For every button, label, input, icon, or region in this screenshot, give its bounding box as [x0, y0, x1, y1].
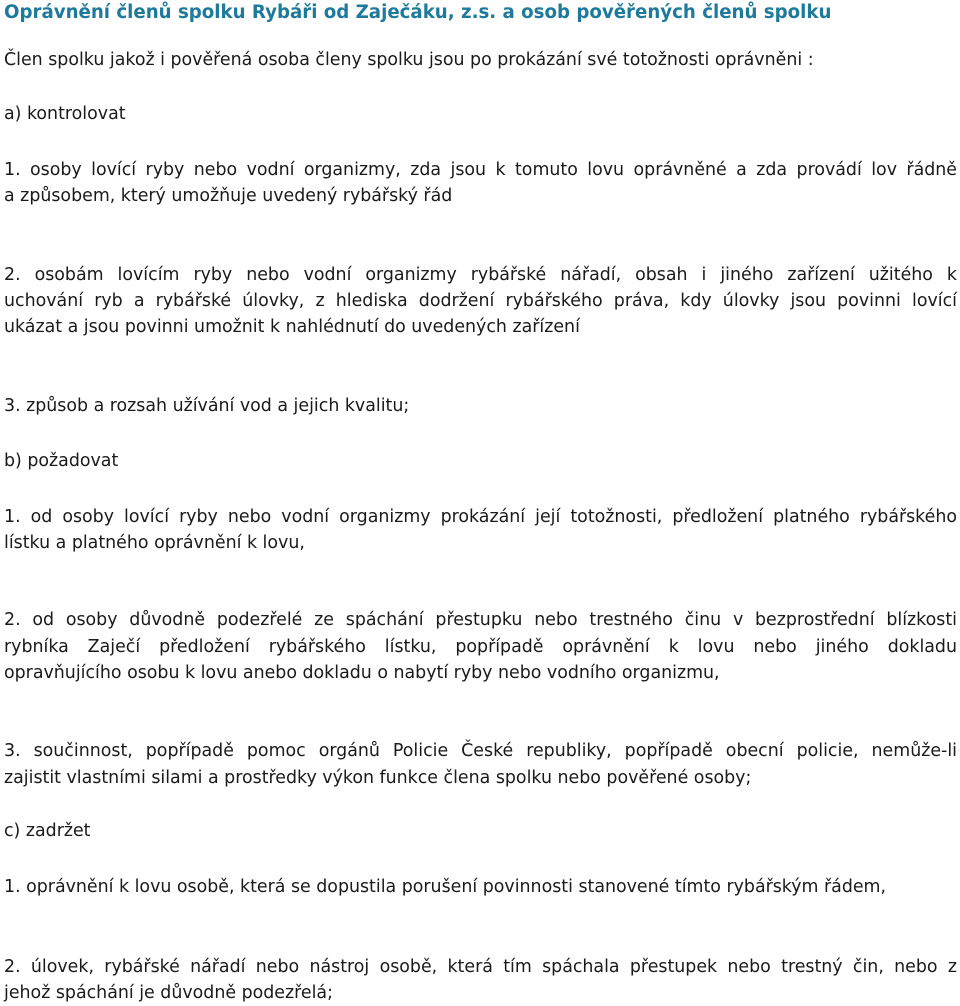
section-b-item1-line1: 1. od osoby lovící ryby nebo vodní organizmy prokázání její totožnosti, předložení platného rybářského [4, 507, 957, 527]
section-a-heading: a) kontrolovat [4, 104, 126, 124]
section-a-item2-line3: ukázat a jsou povinni umožnit k nahlédnutí do uvedených zařízení [4, 317, 580, 337]
section-c-heading: c) zadržet [4, 821, 91, 841]
section-c-item1: 1. oprávnění k lovu osobě, která se dopustila porušení povinnosti stanovené tímto rybářským řádem, [4, 877, 887, 897]
intro-text: Člen spolku jakož i pověřená osoba členy spolku jsou po prokázání své totožnosti oprávněni : [4, 50, 814, 70]
section-b-item2-line2: rybníka Zaječí předložení rybářského lístku, popřípadě oprávnění k lovu nebo jiného dokladu [4, 637, 957, 657]
section-b-item3-line2: zajistit vlastními silami a prostředky výkon funkce člena spolku nebo pověřené osoby; [4, 768, 752, 788]
document-title: Oprávnění členů spolku Rybáři od Zaječáku, z.s. a osob pověřených členů spolku [4, 2, 832, 23]
section-b-item3-line1: 3. součinnost, popřípadě pomoc orgánů Policie České republiky, popřípadě obecní policie, nemůže-li [4, 741, 957, 761]
section-c-item2-line1: 2. úlovek, rybářské nářadí nebo nástroj osobě, která tím spáchala přestupek nebo trestný čin, nebo z [4, 957, 957, 977]
section-b-item1-line2: lístku a platného oprávnění k lovu, [4, 533, 305, 553]
section-a-item2-line1: 2. osobám lovícím ryby nebo vodní organizmy rybářské nářadí, obsah i jiného zařízení užitého k [4, 265, 957, 285]
section-a-item1-line2: a způsobem, který umožňuje uvedený rybářský řád [4, 186, 453, 206]
section-b-heading: b) požadovat [4, 451, 119, 471]
section-b-item2-line3: opravňujícího osobu k lovu anebo dokladu o nabytí ryby nebo vodního organizmu, [4, 663, 720, 683]
section-c-item2-line2: jehož spáchání je důvodně podezřelá; [4, 983, 333, 1003]
section-a-item1-line1: 1. osoby lovící ryby nebo vodní organizmy, zda jsou k tomuto lovu oprávněné a zda provádí lov řádně [4, 160, 957, 180]
section-a-item2-line2: uchování ryb a rybářské úlovky, z hlediska dodržení rybářského práva, kdy úlovky jsou povinni lovící [4, 291, 957, 311]
section-a-item3: 3. způsob a rozsah užívání vod a jejich kvalitu; [4, 396, 410, 416]
section-b-item2-line1: 2. od osoby důvodně podezřelé ze spáchání přestupku nebo trestného činu v bezprostřední blízkosti [4, 610, 957, 630]
